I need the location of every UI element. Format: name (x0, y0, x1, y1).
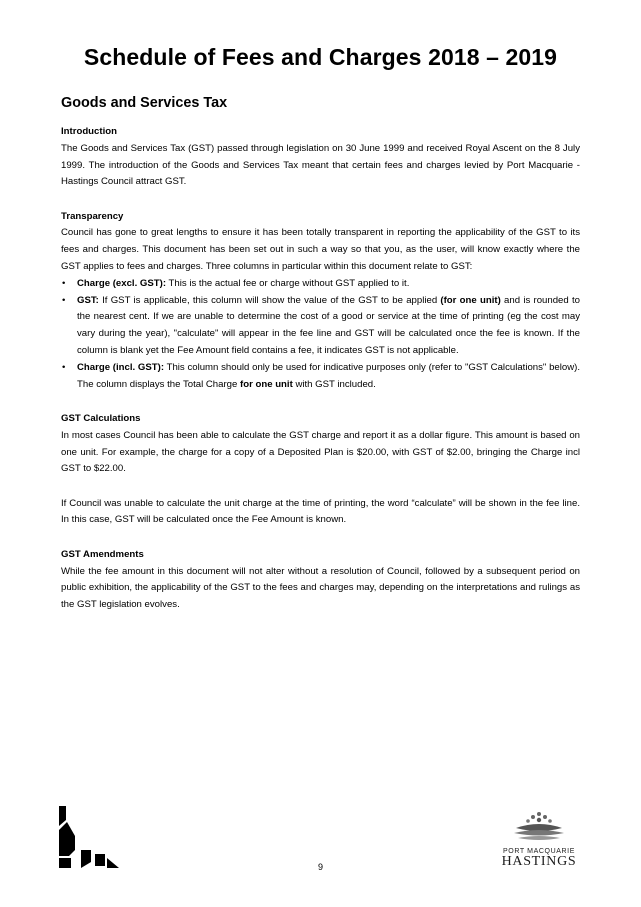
bullet-emphasis: (for one unit) (440, 294, 501, 306)
page-number: 9 (317, 862, 323, 872)
port-macquarie-hastings-logo (498, 810, 580, 868)
introduction-text: The Goods and Services Tax (GST) passed through legislation on 30 June 1999 and received Royal Ascent on the 8 July 1999. The introduction of the Goods and Services Tax meant that certain fees and charges levied by Port Macquarie - Hastings Council attract GST. (61, 142, 580, 188)
gst-columns-list (61, 276, 580, 394)
bullet-label: GST: (77, 294, 99, 306)
abstract-shapes-icon (57, 806, 121, 870)
gst-amendments-text: While the fee amount in this document will not alter without a resolution of Council, followed by a subsequent period on public exhibition, the applicability of the GST to the fees and charges may, depending on the interpretations and rulings as the GST legislation evolves. (61, 565, 580, 611)
bullet-text: with GST included. (292, 378, 376, 390)
bullet-icon: • (62, 277, 66, 289)
list-item (61, 276, 580, 293)
bullet-emphasis: for one unit (240, 378, 293, 390)
bullet-label: Charge (excl. GST): (77, 277, 167, 289)
transparency-text: Council has gone to great lengths to ensure it has been totally transparent in reporting the applicability of the GST to its fees and charges. This document has been set out in such a way so that you, as the user, will know exactly where the GST applies to fees and charges. Three columns in particular within this document relate to GST: (61, 227, 580, 273)
introduction-heading: Introduction (61, 126, 117, 137)
section-title: Goods and Services Tax (61, 95, 228, 111)
bullet-text: This column should only be used for indicative purposes only (refer to "GST Calculations" below). The column displays the Total Charge (77, 361, 580, 390)
gst-amendments-heading: GST Amendments (61, 548, 144, 560)
bullet-label: Charge (incl. GST): (77, 361, 165, 373)
bullet-text: and is rounded to the nearest cent. If we are unable to determine the cost of a good or service at the time of printing (eg the cost may vary during the year), "calculate" will appear in the fee line and GST will be calculated once the fee is known. If the column is blank yet the Fee Amount field contains a fee, it indicates GST is not applicable. (77, 294, 580, 357)
gst-calculations-heading: GST Calculations (61, 412, 141, 424)
document-body (61, 124, 580, 614)
bullet-text: If GST is applicable, this column will show the value of the GST to be applied (98, 294, 441, 306)
bullet-text: This is the actual fee or charge without GST applied to it. (166, 277, 410, 289)
logo-text-line2: HASTINGS (501, 854, 577, 869)
gst-calculations-text-2: If Council was unable to calculate the unit charge at the time of printing, the word “calculate” will be shown in the fee line. In this case, GST will be calculated once the Fee Amount is known. (61, 497, 580, 526)
transparency-heading: Transparency (61, 210, 124, 222)
bullet-icon: • (62, 294, 66, 306)
hastings-emblem-icon (498, 810, 580, 842)
gst-calculations-text: In most cases Council has been able to calculate the GST charge and report it as a dollar figure. This amount is based on one unit. For example, the charge for a copy of a Deposited Plan is $20.00, with GST of $2.00, bringing the Charge incl GST to $22.00. (61, 429, 580, 475)
list-item (61, 293, 580, 360)
bullet-icon: • (62, 361, 66, 373)
page-title: Schedule of Fees and Charges 2018 – 2019 (83, 44, 558, 70)
list-item (61, 360, 580, 394)
logo-text-line1: PORT MACQUARIE (503, 848, 575, 855)
